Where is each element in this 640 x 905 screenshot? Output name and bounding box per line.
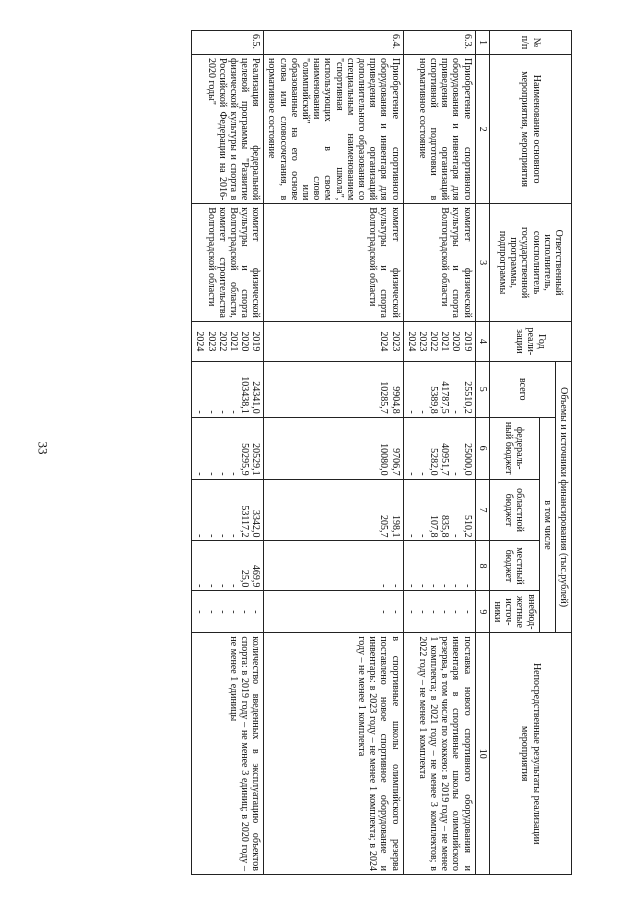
col-index: 2 — [475, 54, 489, 203]
financing-table — [191, 30, 572, 875]
federal-list-value: - — [205, 472, 217, 476]
extra-list-value: - — [378, 610, 390, 614]
total-list-value: - — [450, 410, 462, 414]
col-index: 3 — [475, 204, 489, 322]
federal-list-value: 10080,0 — [378, 443, 390, 476]
federal-list-value: 50295,9 — [239, 443, 251, 476]
col-index: 6 — [475, 417, 489, 479]
regional-list-value: - — [416, 534, 428, 538]
header-total: всего — [489, 361, 555, 417]
local-list-value: - — [439, 584, 451, 588]
header-results: Непосредственные результаты реализации мероприятия — [489, 633, 571, 875]
local-list-value: - — [461, 584, 473, 588]
extra-list-value: - — [389, 610, 401, 614]
total-list-value: - — [416, 410, 428, 414]
extra-list — [403, 591, 475, 633]
header-local: местный бюджет — [489, 541, 539, 591]
extra-list-value: - — [428, 610, 440, 614]
regional-list-value: 53117,2 — [239, 505, 251, 538]
extra-list — [192, 591, 264, 633]
regional-list-value: 3342,0 — [250, 509, 262, 538]
total-list-value: 10285,7 — [378, 381, 390, 414]
col-index: 7 — [475, 479, 489, 541]
total-list-value: 5389,8 — [428, 386, 440, 414]
extra-list-value: - — [216, 610, 228, 614]
table-row — [403, 31, 475, 875]
col-index: 4 — [475, 321, 489, 361]
result-text: в спортивные школы олимпийского резерва поставлено новое спортивное оборудование и инвентарь: в 2023 году – не менее 1 комплекта; в 2024 году – не менее 1 комплекта — [264, 633, 403, 875]
local-list — [192, 541, 264, 591]
federal-list — [403, 417, 475, 479]
year-list-value: 2022 — [428, 331, 440, 352]
col-index: 10 — [475, 633, 489, 875]
local-list-value: - — [405, 584, 417, 588]
col-index: 1 — [475, 31, 489, 55]
federal-list-value: - — [227, 472, 239, 476]
header-no: № п/п — [489, 31, 571, 55]
regional-list-value: 198,1 — [389, 514, 401, 538]
extra-list-value: - — [227, 610, 239, 614]
local-list — [403, 541, 475, 591]
regional-list — [403, 479, 475, 541]
year-list-value: 2020 — [239, 331, 251, 352]
federal-list-value: 20529,1 — [250, 443, 262, 476]
year-list-value: 2020 — [450, 331, 462, 352]
federal-list-value: - — [450, 472, 462, 476]
total-list-value: - — [205, 410, 217, 414]
event-name: Приобретение спортивного оборудования и инвентаря для приведения организаций дополнительного образования со специальным наименованием "спортивная школа", использующих в своем наименовании слово "олимпийский" или образованные на его основе слова или словосочетания, в нормативное состояние — [264, 54, 403, 203]
total-list-value: 103438,1 — [239, 376, 251, 414]
federal-list-value: 9706,7 — [389, 448, 401, 476]
local-list-value: - — [378, 584, 390, 588]
year-list-value: 2021 — [439, 331, 451, 352]
year-list-value: 2024 — [405, 331, 417, 352]
federal-list-value: 5282,0 — [428, 448, 440, 476]
local-list-value: 469,9 — [250, 564, 262, 588]
federal-list — [264, 417, 403, 479]
extra-list-value: - — [416, 610, 428, 614]
extra-list-value: - — [250, 610, 262, 614]
regional-list-value: - — [450, 534, 462, 538]
local-list-value: - — [227, 584, 239, 588]
regional-list-value: 835,8 — [439, 514, 451, 538]
total-list-value: - — [216, 410, 228, 414]
responsible-executor: комитет физической культуры и спорта Волгоградской области — [403, 204, 475, 322]
federal-list — [192, 417, 264, 479]
row-number: 6.3. — [403, 31, 475, 55]
total-list-value: 24341,0 — [250, 381, 262, 414]
total-list-value: - — [194, 410, 206, 414]
result-text: поставка нового спортивного оборудования и инвентаря в спортивные школы олимпийского резерва, в том числе по хоккею: в 2019 году – не менее 1 комплекта; в 2021 году – не менее 3 комплектов; в 2022 году – не менее 1 комплекта — [403, 633, 475, 875]
header-year: Год реали- зации — [489, 321, 571, 361]
federal-list-value: - — [416, 472, 428, 476]
event-name: Приобретение спортивного оборудования и инвентаря для приведения организаций спортивной подготовки в нормативное состояние — [403, 54, 475, 203]
year-list — [192, 321, 264, 361]
year-list-value: 2023 — [205, 331, 217, 352]
header-in-that: в том числе — [539, 417, 555, 633]
result-text: количество введенных в эксплуатацию объектов спорта: в 2019 году – не менее 3 единиц; в 2020 году – не менее 1 единицы — [192, 633, 264, 875]
table-row — [192, 31, 264, 875]
header-responsible: Ответственный исполнитель, соисполнитель государственной программы, подпрограммы — [489, 204, 571, 322]
extra-list-value: - — [439, 610, 451, 614]
extra-list-value: - — [239, 610, 251, 614]
regional-list-value: - — [194, 534, 206, 538]
header-name: Наименование основного мероприятия, мероприятия — [489, 54, 571, 203]
regional-list-value: 107,8 — [428, 514, 440, 538]
year-list-value: 2024 — [194, 331, 206, 352]
total-list-value: - — [405, 410, 417, 414]
extra-list-value: - — [205, 610, 217, 614]
federal-list-value: - — [194, 472, 206, 476]
local-list-value: - — [194, 584, 206, 588]
total-list — [403, 361, 475, 417]
regional-list-value: 205,7 — [378, 514, 390, 538]
local-list — [264, 541, 403, 591]
local-list-value: - — [216, 584, 228, 588]
year-list-value: 2019 — [250, 331, 262, 352]
federal-list-value: - — [405, 472, 417, 476]
total-list-value: - — [227, 410, 239, 414]
federal-list-value: 25000,0 — [461, 443, 473, 476]
col-index: 8 — [475, 541, 489, 591]
responsible-executor: комитет физической культуры и спорта Волгоградской области — [264, 204, 403, 322]
extra-list-value: - — [194, 610, 206, 614]
total-list-value: 41787,5 — [439, 381, 451, 414]
total-list — [264, 361, 403, 417]
header-extra: внебюд- жетные источ- ники — [489, 591, 539, 633]
extra-list-value: - — [461, 610, 473, 614]
federal-list-value: - — [216, 472, 228, 476]
regional-list — [264, 479, 403, 541]
year-list-value: 2021 — [227, 331, 239, 352]
year-list — [403, 321, 475, 361]
local-list-value: - — [416, 584, 428, 588]
local-list-value: - — [450, 584, 462, 588]
year-list-value: 2023 — [389, 331, 401, 352]
col-index: 9 — [475, 591, 489, 633]
extra-list — [264, 591, 403, 633]
extra-list-value: - — [405, 610, 417, 614]
year-list-value: 2022 — [216, 331, 228, 352]
regional-list-value: 510,2 — [461, 514, 473, 538]
year-list-value: 2023 — [416, 331, 428, 352]
header-volumes: Объемы и источники финансирования (тыс.рублей) — [555, 361, 571, 633]
regional-list-value: - — [405, 534, 417, 538]
year-list-value: 2019 — [461, 331, 473, 352]
year-list — [264, 321, 403, 361]
total-list-value: 25510,2 — [461, 381, 473, 414]
responsible-executor: комитет физической культуры и спорта Волгоградской области, комитет строительства Волгоградской области — [192, 204, 264, 322]
regional-list-value: - — [227, 534, 239, 538]
row-number: 6.4. — [264, 31, 403, 55]
column-index-row — [475, 31, 489, 875]
total-list-value: 9904,8 — [389, 386, 401, 414]
local-list-value: - — [389, 584, 401, 588]
regional-list-value: - — [205, 534, 217, 538]
extra-list-value: - — [450, 610, 462, 614]
row-number: 6.5. — [192, 31, 264, 55]
regional-list — [192, 479, 264, 541]
local-list-value: 25,0 — [239, 569, 251, 588]
regional-list-value: - — [216, 534, 228, 538]
total-list — [192, 361, 264, 417]
header-federal: федераль- ный бюджет — [489, 417, 539, 479]
col-index: 5 — [475, 361, 489, 417]
local-list-value: - — [428, 584, 440, 588]
year-list-value: 2024 — [378, 331, 390, 352]
event-name: Реализация федеральной целевой программы "Развитие физической культуры и спорта в Российской Федерации на 2016-2020 годы" — [192, 54, 264, 203]
federal-list-value: 40951,7 — [439, 443, 451, 476]
page-number: 33 — [35, 441, 51, 455]
local-list-value: - — [205, 584, 217, 588]
header-regional: областной бюджет — [489, 479, 539, 541]
table-row — [264, 31, 403, 875]
